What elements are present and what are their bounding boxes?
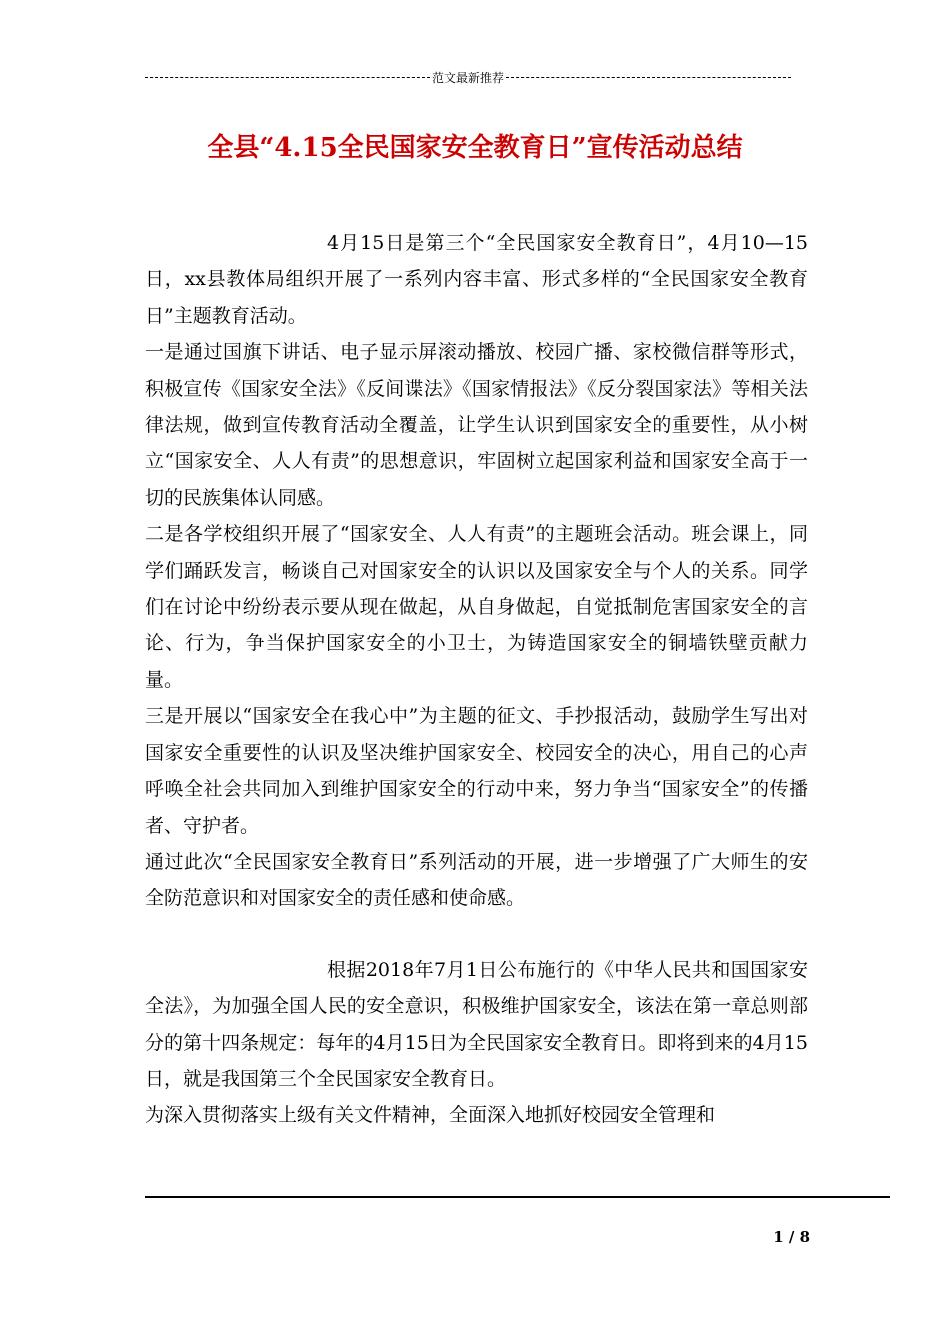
paragraph-conclusion: 通过此次“全民国家安全教育日”系列活动的开展，进一步增强了广大师生的安全防范意识和对国家安全的责任感和使命感。 bbox=[145, 850, 808, 910]
document-body bbox=[145, 225, 808, 1134]
paragraph-law-background: 根据2018年7月1日公布施行的《中华人民共和国国家安全法》，为加强全国人民的安全意识，积极维护国家安全，该法在第一章总则部分的第十四条规定：每年的4月15日为全民国家安全教育日。即将到来的4月15日，就是我国第三个全民国家安全教育日。 bbox=[145, 958, 808, 1090]
paragraph-continuation: 为深入贯彻落实上级有关文件精神，全面深入地抓好校园安全管理和 bbox=[145, 1104, 716, 1127]
document-title: 全县“4.15全民国家安全教育日”宣传活动总结 bbox=[207, 133, 743, 163]
footer-rule bbox=[145, 1196, 890, 1198]
page-header bbox=[145, 68, 791, 86]
paragraph-second-activity: 二是各学校组织开展了“国家安全、人人有责”的主题班会活动。班会课上，同学们踊跃发言，畅谈自己对国家安全的认识以及国家安全与个人的关系。同学们在讨论中纷纷表示要从现在做起，从自身做起，自觉抵制危害国家安全的言论、行为，争当保护国家安全的小卫士，为铸造国家安全的铜墙铁壁贡献力量。 bbox=[145, 523, 808, 691]
header-dash-left bbox=[145, 77, 430, 78]
page-number: 1 / 8 bbox=[773, 1228, 810, 1246]
paragraph-first-activity: 一是通过国旗下讲话、电子显示屏滚动播放、校园广播、家校微信群等形式，积极宣传《国家安全法》《反间谍法》《国家情报法》《反分裂国家法》等相关法律法规，做到宣传教育活动全覆盖，让学生认识到国家安全的重要性，从小树立“国家安全、人人有责”的思想意识，牢固树立起国家利益和国家安全高于一切的民族集体认同感。 bbox=[145, 341, 808, 509]
header-label: 范文最新推荐 bbox=[432, 70, 505, 85]
header-dash-right bbox=[506, 77, 791, 78]
paragraph-intro: 4月15日是第三个“全民国家安全教育日”，4月10—15日，xx县教体局组织开展了一系列内容丰富、形式多样的“全民国家安全教育日”主题教育活动。 bbox=[145, 232, 808, 327]
paragraph-third-activity: 三是开展以“国家安全在我心中”为主题的征文、手抄报活动，鼓励学生写出对国家安全重要性的认识及坚决维护国家安全、校园安全的决心，用自己的心声呼唤全社会共同加入到维护国家安全的行动中来，努力争当“国家安全”的传播者、守护者。 bbox=[145, 705, 808, 837]
